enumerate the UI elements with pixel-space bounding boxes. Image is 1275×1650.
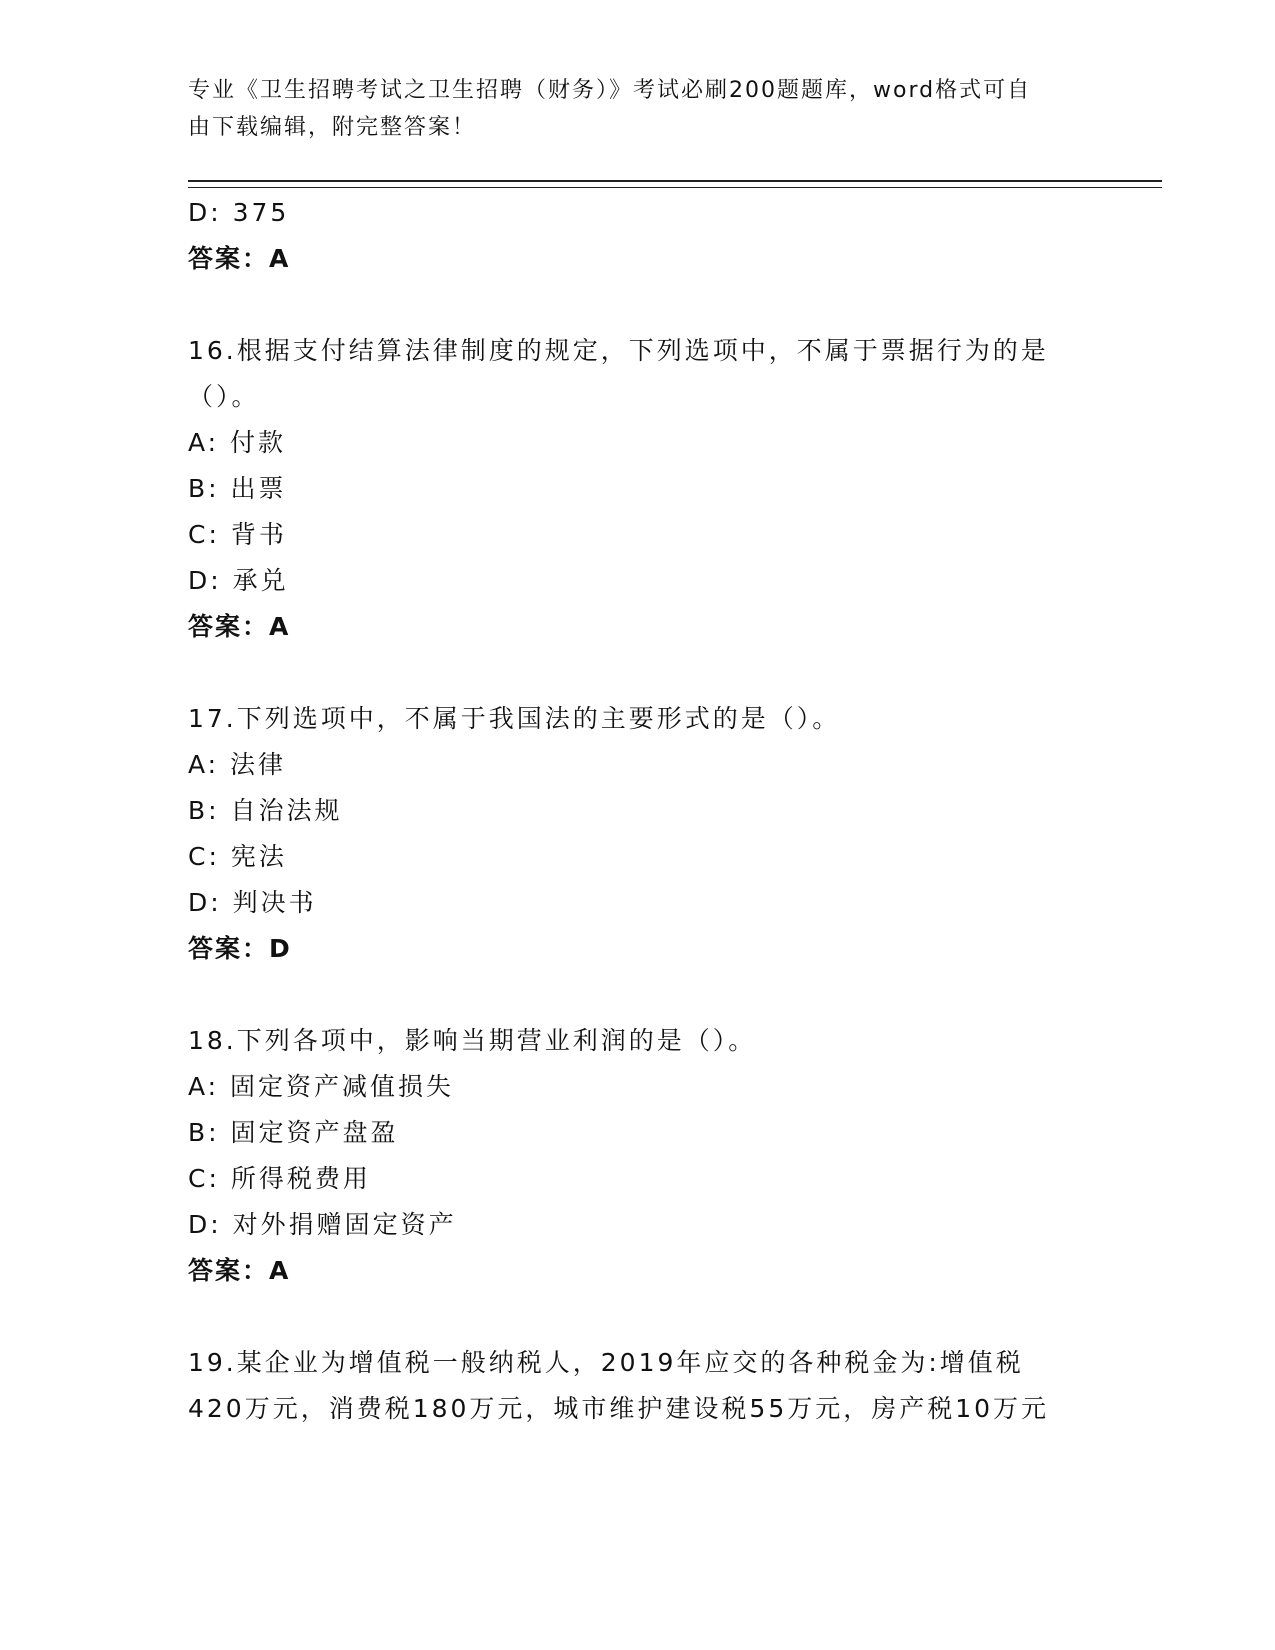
answer-line: 答案：D <box>188 934 292 963</box>
question-stem-continued: （）。 <box>188 382 260 411</box>
question-19 <box>188 1340 1088 1432</box>
question-stem: 16.根据支付结算法律制度的规定，下列选项中，不属于票据行为的是 <box>188 336 1049 365</box>
document-header <box>188 72 1088 146</box>
question-content <box>188 190 1088 1432</box>
option-d: D: 承兑 <box>188 566 289 595</box>
question-17 <box>188 696 1088 972</box>
spacer <box>188 282 1088 328</box>
answer-line: 答案：A <box>188 612 291 641</box>
option-d: D: 375 <box>188 198 290 227</box>
spacer <box>188 972 1088 1018</box>
option-b: B: 自治法规 <box>188 796 343 825</box>
option-a: A: 法律 <box>188 750 287 779</box>
spacer <box>188 1294 1088 1340</box>
option-d: D: 对外捐赠固定资产 <box>188 1210 457 1239</box>
option-c: C: 所得税费用 <box>188 1164 371 1193</box>
spacer <box>188 650 1088 696</box>
header-line-1: 专业《卫生招聘考试之卫生招聘（财务）》考试必刷200题题库，word格式可自 <box>188 78 1032 103</box>
question-16 <box>188 328 1088 650</box>
question-stem-continued: 420万元，消费税180万元，城市维护建设税55万元，房产税10万元 <box>188 1394 1050 1423</box>
question-stem: 17.下列选项中，不属于我国法的主要形式的是（）。 <box>188 704 841 733</box>
option-a: A: 固定资产减值损失 <box>188 1072 455 1101</box>
header-divider <box>188 180 1162 188</box>
answer-line: 答案：A <box>188 1256 291 1285</box>
option-b: B: 固定资产盘盈 <box>188 1118 399 1147</box>
question-stem: 18.下列各项中，影响当期营业利润的是（）。 <box>188 1026 757 1055</box>
option-c: C: 背书 <box>188 520 287 549</box>
option-d: D: 判决书 <box>188 888 317 917</box>
question-stem: 19.某企业为增值税一般纳税人，2019年应交的各种税金为:增值税 <box>188 1348 1024 1377</box>
previous-question-tail <box>188 190 1088 282</box>
option-b: B: 出票 <box>188 474 287 503</box>
answer-line: 答案：A <box>188 244 291 273</box>
question-18 <box>188 1018 1088 1294</box>
option-c: C: 宪法 <box>188 842 287 871</box>
option-a: A: 付款 <box>188 428 287 457</box>
header-line-2: 由下载编辑，附完整答案！ <box>188 115 477 140</box>
